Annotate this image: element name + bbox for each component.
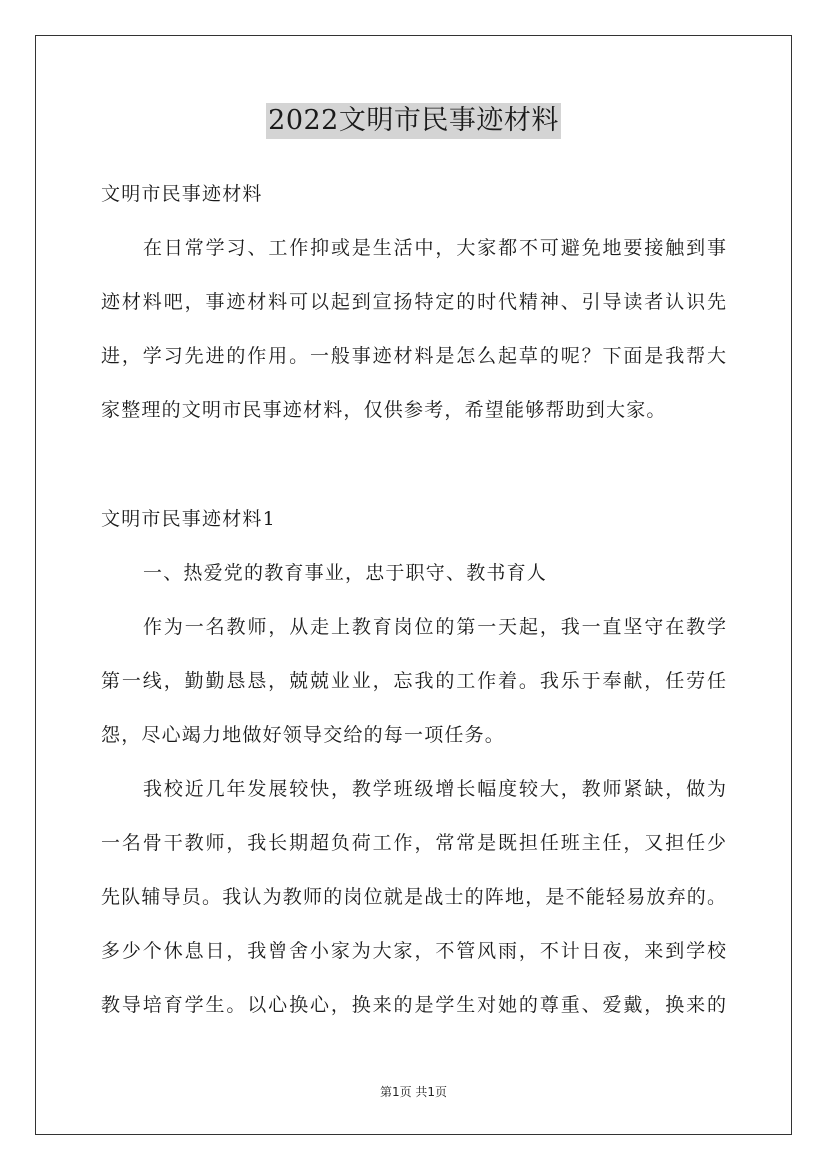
paragraph-line: 先队辅导员。我认为教师的岗位就是战士的阵地，是不能轻易放弃的。: [101, 886, 726, 908]
paragraph-line: 一名骨干教师，我长期超负荷工作，常常是既担任班主任，又担任少: [101, 832, 726, 854]
page-number: 第1页 共1页: [379, 1085, 448, 1099]
paragraph-line: 怨，尽心竭力地做好领导交给的每一项任务。: [101, 724, 506, 746]
section-heading: 文明市民事迹材料1: [101, 508, 276, 530]
page-footer: [0, 1084, 827, 1100]
paragraph-line: 多少个休息日，我曾舍小家为大家，不管风雨，不计日夜，来到学校: [101, 940, 726, 962]
paragraph-line: 第一线，勤勤恳恳，兢兢业业，忘我的工作着。我乐于奉献，任劳任: [101, 670, 726, 692]
document-title: 2022文明市民事迹材料: [266, 103, 561, 139]
intro-line: 迹材料吧，事迹材料可以起到宣扬特定的时代精神、引导读者认识先: [101, 291, 726, 313]
paragraph-line: 教导培育学生。以心换心，换来的是学生对她的尊重、爱戴，换来的: [101, 994, 726, 1016]
intro-line: 家整理的文明市民事迹材料，仅供参考，希望能够帮助到大家。: [101, 399, 667, 421]
subtitle: 文明市民事迹材料: [101, 183, 263, 205]
paragraph-line: 作为一名教师，从走上教育岗位的第一天起，我一直坚守在教学: [143, 616, 726, 638]
document-title-container: [0, 103, 827, 139]
paragraph-line: 我校近几年发展较快，教学班级增长幅度较大，教师紧缺，做为: [143, 778, 726, 800]
intro-line: 进，学习先进的作用。一般事迹材料是怎么起草的呢？下面是我帮大: [101, 345, 726, 367]
intro-line: 在日常学习、工作抑或是生活中，大家都不可避免地要接触到事: [143, 237, 726, 259]
point-heading: 一、热爱党的教育事业，忠于职守、教书育人: [143, 562, 548, 584]
